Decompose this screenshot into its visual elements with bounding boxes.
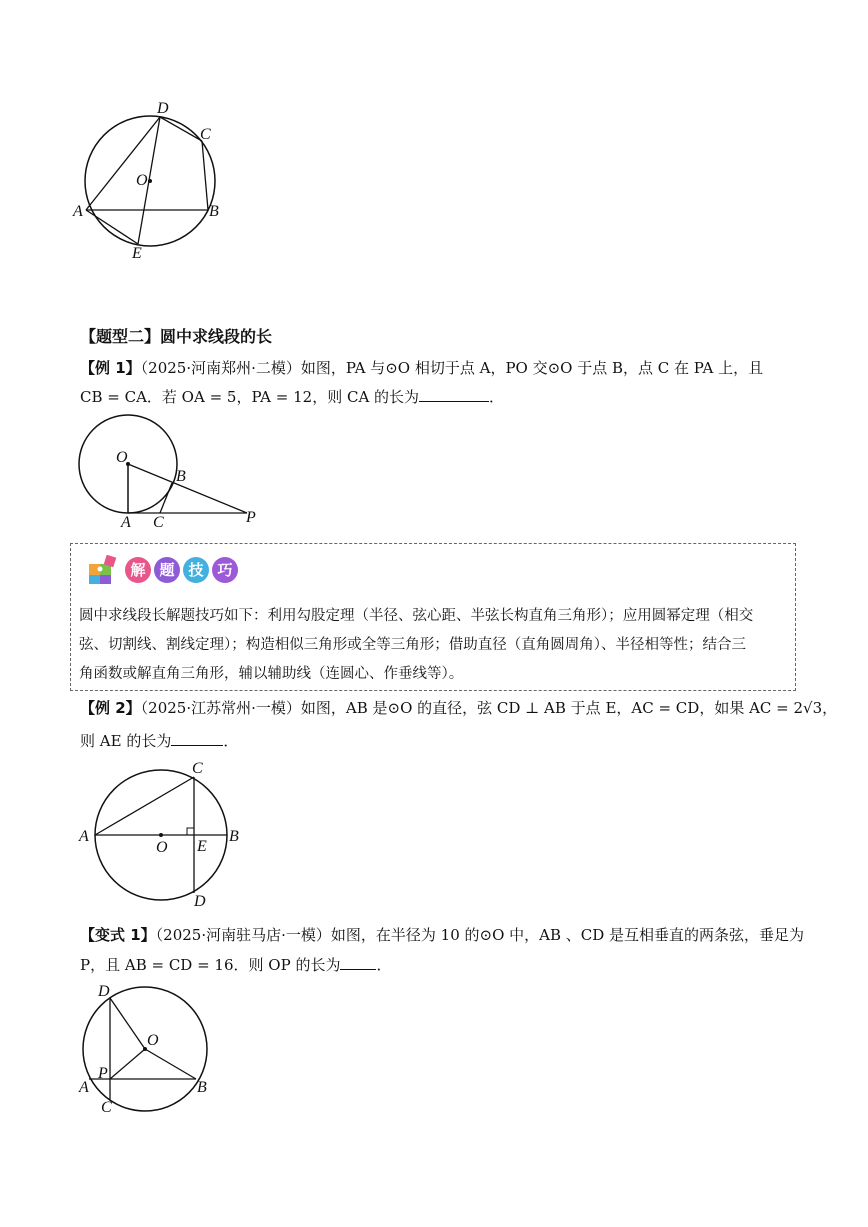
example2-line1	[80, 698, 837, 718]
badge-char-3: 技	[183, 557, 209, 583]
label-b: B	[229, 828, 239, 845]
badge-char-1: 解	[125, 557, 151, 583]
center-dot	[148, 179, 152, 183]
label-c: C	[153, 514, 164, 531]
example1-tag: 【例 1】	[80, 359, 141, 377]
segment-dc	[160, 117, 202, 141]
example2-tag: 【例 2】	[80, 699, 141, 717]
label-a: A	[121, 514, 131, 531]
segment-ac	[95, 777, 194, 835]
label-c: C	[101, 1099, 112, 1116]
tips-box	[70, 543, 796, 691]
example1-line1-rest: PA 与⊙O 相切于点 A，PO 交⊙O 于点 B，点 C 在 PA 上，且	[345, 359, 764, 377]
example1-line2	[80, 387, 504, 407]
label-a: A	[79, 828, 89, 845]
label-o: O	[147, 1032, 159, 1049]
example2-line1-text: （2025·江苏常州·一模）如图，AB 是⊙O 的直径，弦 CD ⊥ AB 于点 E，AC = CD，如果 AC = 2√3，	[140, 699, 838, 717]
label-d: D	[194, 893, 206, 910]
badge-char-4: 巧	[212, 557, 238, 583]
figure-diameter-chord	[74, 755, 254, 910]
label-o: O	[156, 839, 168, 856]
right-angle-mark	[187, 828, 194, 835]
badge-char-2: 题	[154, 557, 180, 583]
label-a: A	[73, 203, 83, 220]
answer-blank	[171, 731, 223, 746]
variant1-line2-text: P，且 AB = CD = 16．则 OP 的长为	[80, 956, 341, 974]
section-title: 【题型二】圆中求线段的长	[80, 327, 273, 346]
puzzle-icon	[87, 555, 121, 585]
tips-line-1: 圆中求线段长解题技巧如下：利用勾股定理（半径、弦心距、半弦长构直角三角形）；应用圆幂定理（相交	[79, 608, 754, 624]
segment-do	[110, 998, 145, 1049]
tips-text	[79, 602, 791, 689]
label-p: P	[98, 1065, 108, 1082]
label-b: B	[197, 1079, 207, 1096]
label-c: C	[200, 126, 211, 143]
segment-ob	[145, 1049, 196, 1079]
tips-line-2: 弦、切割线、割线定理）；构造相似三角形或全等三角形；借助直径（直角圆周角）、半径相等性；结合三	[79, 637, 746, 653]
answer-blank	[340, 955, 376, 970]
segment-cb	[160, 483, 172, 513]
label-e: E	[132, 245, 142, 262]
label-e: E	[197, 838, 207, 855]
tips-line-3: 角函数或解直角三角形，辅以辅助线（连圆心、作垂线等）。	[79, 666, 464, 682]
center-dot	[159, 833, 163, 837]
example2-line2-end: ．	[223, 732, 239, 750]
figure-circle-dcabe	[70, 95, 250, 265]
variant1-line2	[80, 955, 391, 975]
label-p: P	[246, 509, 256, 526]
figure-tangent-circle	[72, 412, 272, 532]
example1-line2-end: ．	[489, 388, 505, 406]
variant1-line2-end: ．	[376, 956, 392, 974]
label-a: A	[79, 1079, 89, 1096]
segment-op	[128, 464, 247, 513]
example1-source: （2025·河南郑州·二模）如图，	[140, 359, 346, 377]
answer-blank	[419, 387, 489, 402]
example1-line2-text: CB = CA．若 OA = 5，PA = 12，则 CA 的长为	[80, 388, 420, 406]
label-b: B	[176, 468, 186, 485]
label-b: B	[209, 203, 219, 220]
label-o: O	[116, 449, 128, 466]
variant1-line1	[80, 925, 804, 945]
label-d: D	[157, 100, 169, 117]
tips-header	[87, 555, 241, 585]
label-o: O	[136, 172, 148, 189]
segment-op	[110, 1049, 145, 1079]
variant1-tag: 【变式 1】	[80, 926, 156, 944]
example1-line1	[80, 358, 763, 378]
variant1-line1-text: （2025·河南驻马店·一模）如图，在半径为 10 的⊙O 中，AB 、CD 是互相垂直的两条弦，垂足为	[155, 926, 805, 944]
label-c: C	[192, 760, 203, 777]
label-d: D	[98, 983, 110, 1000]
segment-da	[86, 117, 160, 210]
segment-ae	[86, 210, 138, 244]
example2-line2	[80, 731, 238, 751]
figure-perpendicular-chords	[74, 978, 224, 1118]
example2-line2-text: 则 AE 的长为	[80, 732, 172, 750]
